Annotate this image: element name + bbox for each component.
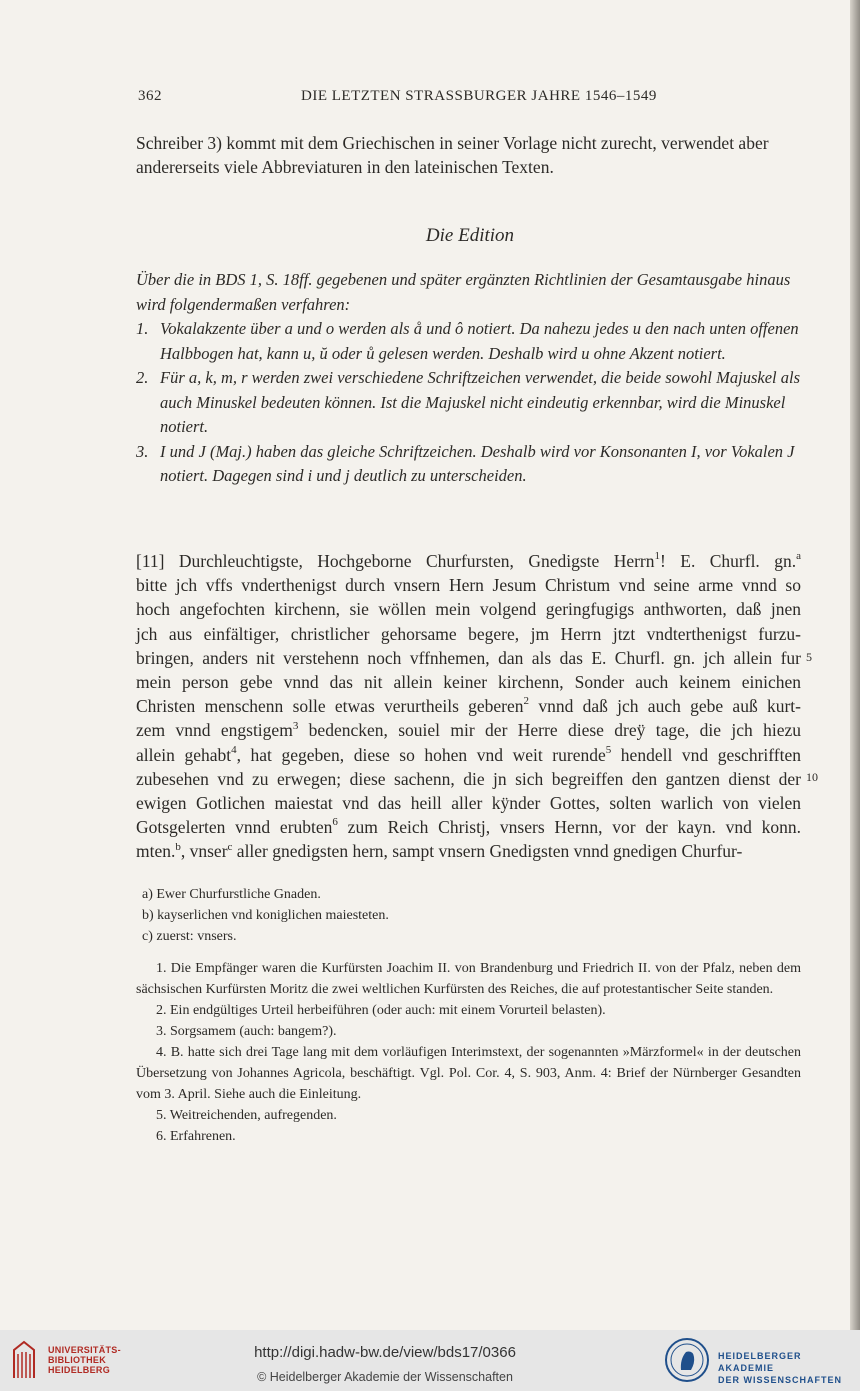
line-number: 5 xyxy=(806,650,812,664)
edition-rules xyxy=(136,268,801,489)
text-line: jch aus einfältiger, christlicher gehorsame begere, jm Herrn jtzt vndterthenigst furzu- xyxy=(136,623,801,644)
apparatus-note: a) Ewer Churfurstliche Gnaden. xyxy=(142,887,321,902)
text-line: [11] Durchleuchtigste, Hochgeborne Churfursten, Gnedigste Herrn$^1$! E. Churfl. gn.$^a$ xyxy=(136,550,801,571)
footnote-marker[interactable]: 6 xyxy=(332,816,338,829)
text-line: Gotsgelerten vnnd erubten$^6$ zum Reich Christj, vnsers Hernn, vor der kayn. vnd konn. xyxy=(136,816,802,838)
text-line: mten.$^b$, vnser$^c$ aller gnedigsten hern, sampt vnsern Gnedigsten vnnd gnedigen Churfur- xyxy=(136,840,743,862)
edition-rule: 2. Für a, k, m, r werden zwei verschiedene Schriftzeichen verwendet, die beide sowohl Majuskel als auch Minuskel bedeuten können. Ist die Majuskel nicht eindeutig erkennbar, wird die Minuskel notiert. xyxy=(136,368,800,436)
academy-name[interactable]: HEIDELBERGER AKADEMIE DER WISSENSCHAFTEN xyxy=(718,1351,843,1385)
footnote-marker[interactable]: 3 xyxy=(292,719,299,732)
text-line: mein person gebe vnnd das nit allein keiner kirchenn, Sonder auch keinem einichen xyxy=(136,672,801,693)
footnote: 5. Weitreichenden, aufregenden. xyxy=(156,1108,337,1123)
text-line: zem vnnd engstigem$^3$ bedencken, souiel mir der Herre diese dreÿ tage, die jch hiezu xyxy=(136,719,802,741)
footnote: 1. Die Empfänger waren die Kurfürsten Joachim II. von Brandenburg und Friedrich II. von der Pfalz, neben dem sächsischen Kurfürsten Moritz die zwei weltlichen Kurfürsten des Reiches, die auf protestantischer Seite standen. xyxy=(136,961,801,997)
page-edge-shadow xyxy=(850,0,860,1330)
footnote: 2. Ein endgültiges Urteil herbeiführen (oder auch: mit einem Vorurteil belasten). xyxy=(156,1003,606,1018)
running-title: DIE LETZTEN STRASSBURGER JAHRE 1546–1549 xyxy=(301,88,657,104)
section-heading: Die Edition xyxy=(425,225,515,246)
edition-intro: Über die in BDS 1, S. 18ff. gegebenen und später ergänzten Richtlinien der Gesamtausgabe hinaus wird folgendermaßen verfahren: xyxy=(136,270,791,314)
permalink[interactable]: http://digi.hadw-bw.de/view/bds17/0366 xyxy=(254,1344,516,1361)
edition-rule: 3. I und J (Maj.) haben das gleiche Schriftzeichen. Deshalb wird vor Konsonanten I, vor Vokalen J notiert. Dagegen sind i und j deutlich zu unterscheiden. xyxy=(136,441,795,485)
text-line: bitte jch vffs vnderthenigst durch vnsern Hern Jesum Christum vnd seine arme vnnd so xyxy=(136,575,801,596)
footnote-marker[interactable]: 5 xyxy=(605,743,612,756)
footnote-marker[interactable]: 2 xyxy=(523,695,530,708)
footnote: 4. B. hatte sich drei Tage lang mit dem vorläufigen Interimstext, der sogenannten »Märzformel« in der deutschen Übersetzung von Johannes Agricola, beschäftigt. Vgl. Pol. Cor. 4, S. 903, Anm. 4: Brief der Nürnberger Gesandten vom 3. April. Siehe auch die Einleitung. xyxy=(136,1045,801,1102)
intro-paragraph: Schreiber 3) kommt mit dem Griechischen in seiner Vorlage nicht zurecht, verwendet aber andererseits viele Abbreviaturen in den lateinischen Texten. xyxy=(136,133,769,177)
viewer-footer xyxy=(0,1330,860,1391)
apparatus-note: b) kayserlichen vnd koniglichen maiesteten. xyxy=(142,908,389,923)
footnote-marker[interactable]: 4 xyxy=(231,743,237,756)
page-number: 362 xyxy=(138,88,162,104)
footnote: 3. Sorgsamem (auch: bangem?). xyxy=(156,1024,337,1039)
academy-seal-icon[interactable] xyxy=(664,1337,710,1383)
text-line: ewigen Gotlichen maiestat vnd das heill aller kÿnder Gottes, solten warlich von vielen xyxy=(136,793,801,814)
footnote-marker[interactable]: 1 xyxy=(654,550,661,563)
edition-rule: 1. Vokalakzente über a und o werden als å und ô notiert. Da nahezu jedes u den nach unten offenen Halbbogen hat, kann u, ŭ oder ů gelesen werden. Deshalb wird u ohne Akzent notiert. xyxy=(136,319,799,363)
footnote-marker[interactable]: b xyxy=(175,840,181,853)
footnote-marker[interactable]: a xyxy=(796,550,801,563)
apparatus-note: c) zuerst: vnsers. xyxy=(142,929,237,944)
text-line: Christen menschenn solle etwas verurtheils geberen$^2$ vnnd daß jch auch gebe auß kurt- xyxy=(136,695,801,717)
main-text xyxy=(136,549,801,864)
footnote-marker[interactable]: c xyxy=(227,840,233,853)
text-line: zubesehen vnd zu erwegen; diese sachenn, die jn sich begreiffen den gantzen dienst der xyxy=(136,768,801,789)
copyright: © Heidelberger Akademie der Wissenschaften xyxy=(257,1370,513,1384)
text-line: bringen, anders nit verstehenn noch vffnhemen, dan als das E. Churfl. gn. jch allein fur xyxy=(136,647,801,668)
text-apparatus xyxy=(136,884,807,947)
text-line: allein gehabt$^4$, hat gegeben, diese so hohen vnd weit rurende$^5$ hendell vnd geschrifften xyxy=(136,743,801,765)
university-library-name[interactable]: UNIVERSITÄTS- BIBLIOTHEK HEIDELBERG xyxy=(48,1345,121,1375)
footnotes xyxy=(136,958,801,1147)
footnote: 6. Erfahrenen. xyxy=(156,1129,236,1144)
text-line: hoch angefochten kirchenn, sie wöllen mein volgend geringfugigs anthworten, daß jnen xyxy=(136,599,801,620)
line-number: 10 xyxy=(806,770,818,784)
